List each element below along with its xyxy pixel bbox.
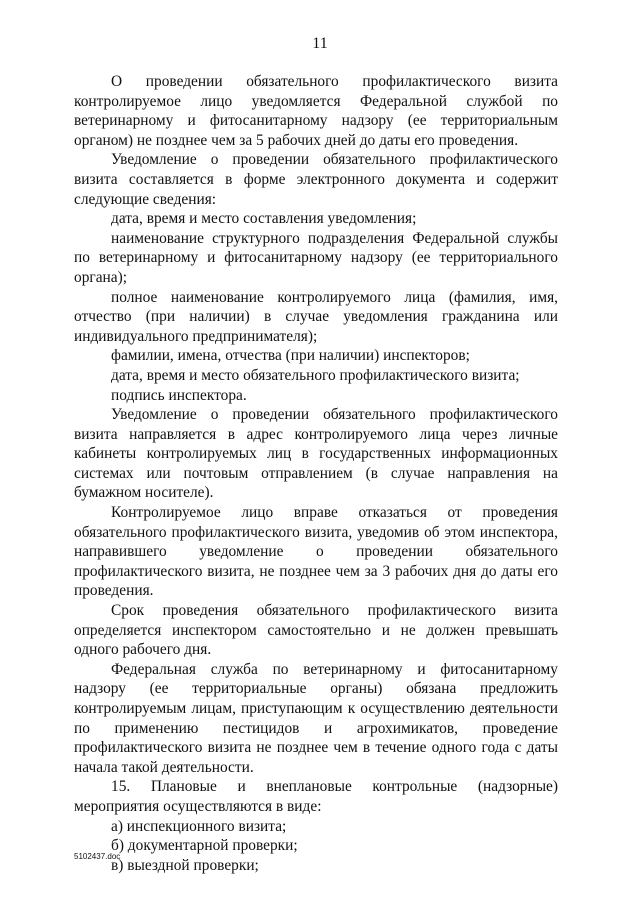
list-item-b: б) документарной проверки;: [111, 837, 298, 855]
paragraph-notice-delivery: Уведомление о проведении обязательного профилактического визита направляется в адрес контролируемого лица через личные кабинеты контролируемых лиц в государственных информационных системах или почтовым отправлением (в случае направления на бумажном носителе).: [74, 406, 558, 502]
list-item-visit-date: дата, время и место обязательного профилактического визита;: [111, 366, 520, 384]
list-item-inspectors: фамилии, имена, отчества (при наличии) инспекторов;: [111, 347, 470, 365]
list-item-c: в) выездной проверки;: [111, 856, 259, 874]
paragraph-pesticides: Федеральная служба по ветеринарному и фитосанитарному надзору (ее территориальные органы) обязана предложить контролируемым лицам, приступающим к осуществлению деятельности по применению пестицидов и агрохимикатов, проведение профилактического визита не позднее чем в течение одного года с даты начала такой деятельности.: [74, 660, 558, 776]
page-number: 11: [312, 35, 328, 52]
paragraph-refusal: Контролируемое лицо вправе отказаться от проведения обязательного профилактического визита, уведомив об этом инспектора, направившего уведомление о проведении обязательного профилактического визита, не позднее чем за 3 рабочих дня до даты его проведения.: [74, 504, 558, 600]
paragraph-visit-notice: О проведении обязательного профилактического визита контролируемое лицо уведомляется Федеральной службой по ветеринарному и фитосанитарному надзору (ее территориальным органом) не позднее чем за 5 рабочих дней до даты его проведения.: [74, 73, 558, 149]
document-file-code: 5102437.doc: [74, 852, 121, 861]
paragraph-duration: Срок проведения обязательного профилактического визита определяется инспектором самостоятельно и не должен превышать одного рабочего дня.: [74, 602, 558, 659]
list-item-division-name: наименование структурного подразделения Федеральной службы по ветеринарному и фитосанитарному надзору (ее территориального органа);: [74, 229, 558, 286]
list-item-date-place: дата, время и место составления уведомления;: [111, 210, 417, 228]
list-item-signature: подпись инспектора.: [111, 386, 247, 404]
document-body: [74, 72, 558, 875]
list-item-a: а) инспекционного визита;: [111, 817, 287, 835]
list-item-controlled-person: полное наименование контролируемого лица (фамилия, имя, отчество (при наличии) в случае уведомления гражданина или индивидуального предпринимателя);: [74, 288, 558, 345]
paragraph-section-15: 15. Плановые и внеплановые контрольные (надзорные) мероприятия осуществляются в виде:: [74, 778, 558, 815]
paragraph-notice-form: Уведомление о проведении обязательного профилактического визита составляется в форме электронного документа и содержит следующие сведения:: [74, 151, 558, 208]
